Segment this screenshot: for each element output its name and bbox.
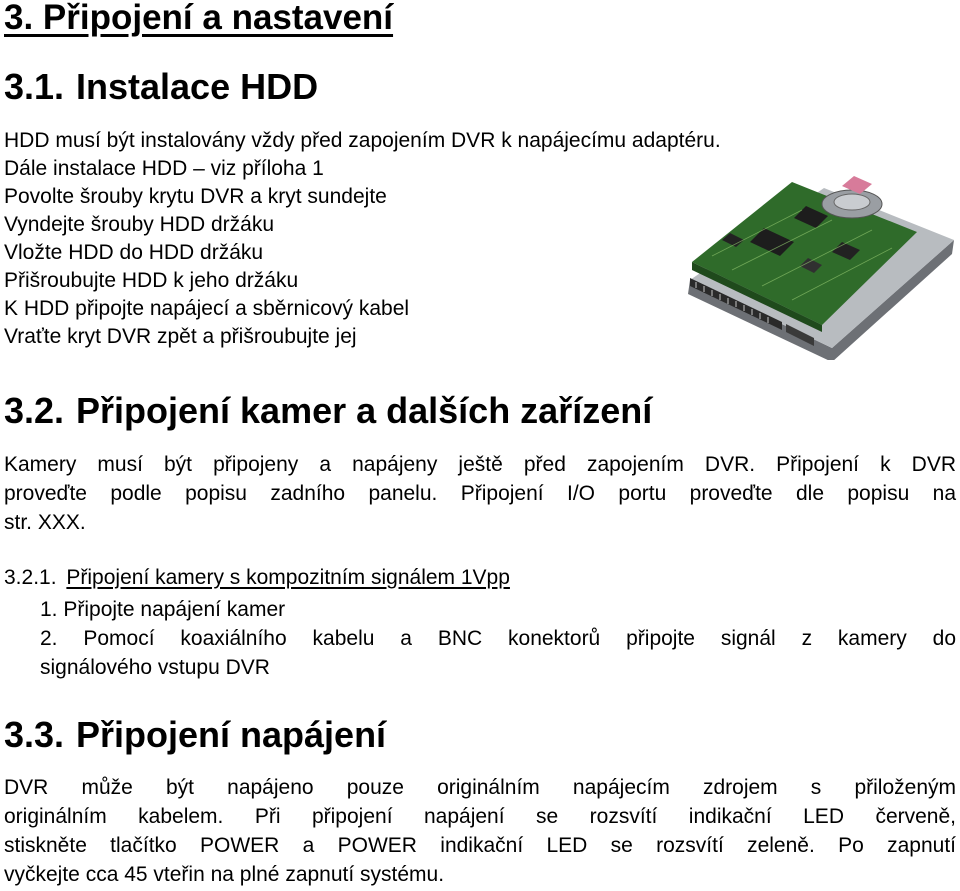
section-3-1-heading xyxy=(4,66,318,108)
text-line: Povolte šrouby krytu DVR a kryt sundejte xyxy=(4,185,387,208)
section-3-1-body xyxy=(4,127,721,351)
section-number: 3.2. xyxy=(4,390,65,431)
text-line: Dále instalace HDD – viz příloha 1 xyxy=(4,157,324,180)
subsection-number: 3.2.1. xyxy=(4,566,57,589)
text-line: Vyndejte šrouby HDD držáku xyxy=(4,213,275,236)
text-line: Vložte HDD do HDD držáku xyxy=(4,241,264,264)
subsection-3-2-1-heading xyxy=(4,566,510,590)
section-3-3-line-4: vyčkejte cca 45 vteřin na plné zapnutí systému. xyxy=(4,863,445,886)
section-title: Instalace HDD xyxy=(76,66,319,107)
section-3-2-line-2: proveďte podle popisu zadního panelu. Připojení I/O portu proveďte dle popisu na xyxy=(4,482,956,505)
text-line: K HDD připojte napájecí a sběrnicový kabel xyxy=(4,297,410,320)
section-3-2-line-1: Kamery musí být připojeny a napájeny ještě před zapojením DVR. Připojení k DVR xyxy=(4,453,956,476)
list-item: 2. Pomocí koaxiálního kabelu a BNC konektorů připojte signál z kamery do xyxy=(40,627,956,650)
section-3-2-heading xyxy=(4,390,652,432)
section-3-2-line-3: str. XXX. xyxy=(4,511,86,534)
section-title: Připojení kamer a dalších zařízení xyxy=(76,390,653,431)
text-line: Přišroubujte HDD k jeho držáku xyxy=(4,269,299,292)
list-item: 1. Připojte napájení kamer xyxy=(40,598,286,621)
section-number: 3.1. xyxy=(4,66,65,107)
section-title: Připojení napájení xyxy=(76,714,387,755)
text-line: Vraťte kryt DVR zpět a přišroubujte jej xyxy=(4,325,357,348)
text-line: HDD musí být instalovány vždy před zapojením DVR k napájecímu adaptéru. xyxy=(4,129,721,152)
section-3-3-line-1: DVR může být napájeno pouze originálním napájecím zdrojem s přiloženým xyxy=(4,776,956,799)
section-3-3-line-2: originálním kabelem. Při připojení napájení se rozsvítí indikační LED červeně, xyxy=(4,805,956,828)
list-item-continuation: signálového vstupu DVR xyxy=(40,656,270,679)
hard-disk-image xyxy=(682,170,957,360)
section-number: 3.3. xyxy=(4,714,65,755)
section-3-3-line-3: stiskněte tlačítko POWER a POWER indikační LED se rozsvítí zeleně. Po zapnutí xyxy=(4,834,956,857)
chapter-title: 3. Připojení a nastavení xyxy=(4,0,394,37)
subsection-title: Připojení kamery s kompozitním signálem 1Vpp xyxy=(66,566,510,589)
section-3-3-heading xyxy=(4,714,386,756)
